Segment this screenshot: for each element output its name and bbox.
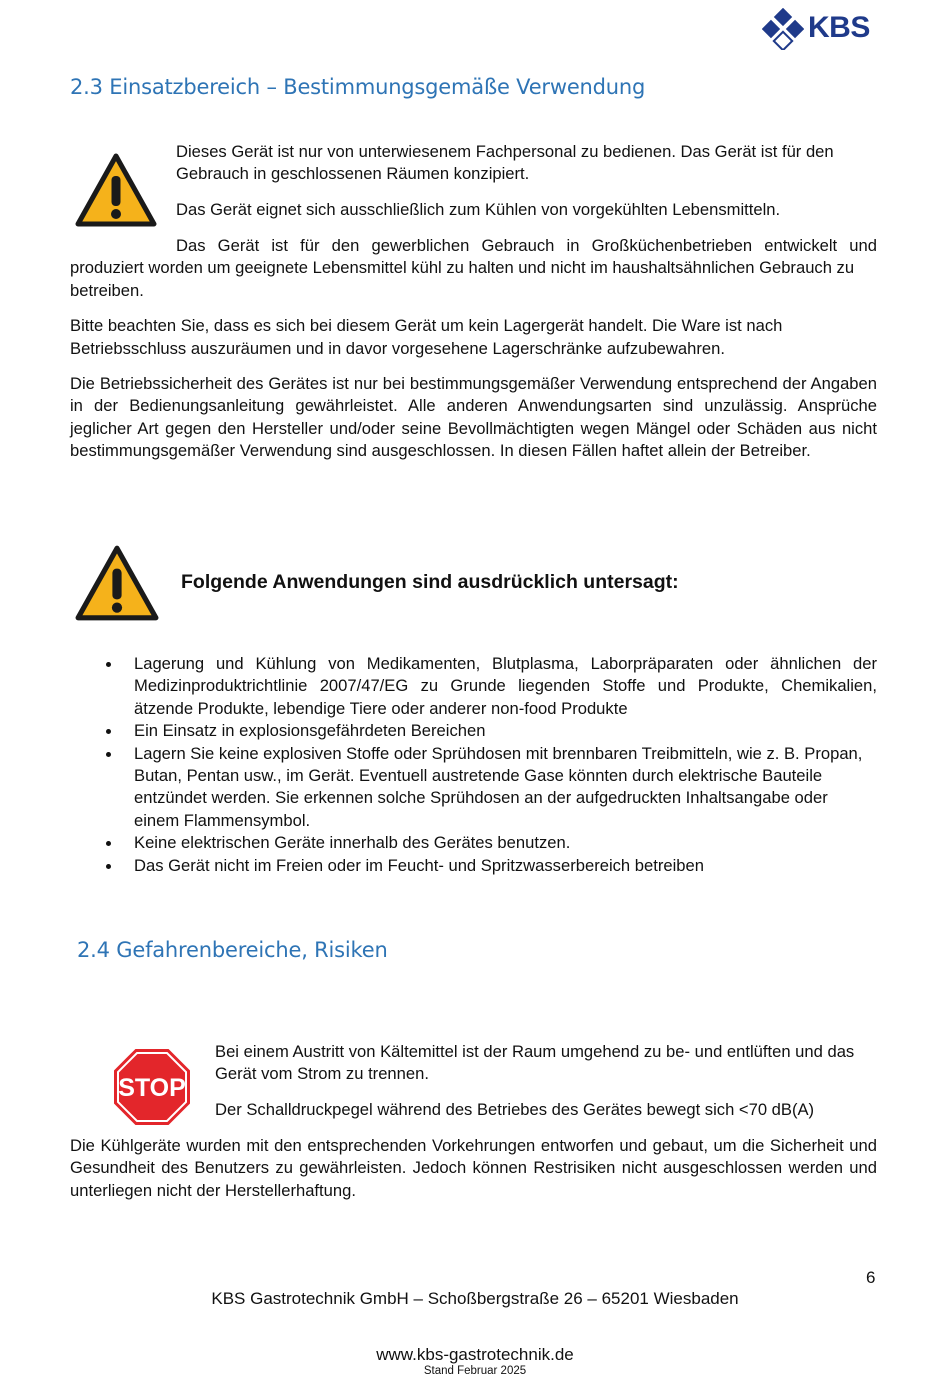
prohibited-title: Folgende Anwendungen sind ausdrücklich untersagt: [181,571,679,593]
bullet-icon [106,841,111,846]
intro-paragraph-2: Das Gerät eignet sich ausschließlich zum Kühlen von vorgekühlten Lebensmitteln. [176,199,781,219]
footer-company: KBS Gastrotechnik GmbH – Schoßbergstraße 26 – 65201 Wiesbaden [211,1289,739,1308]
section-heading-2-4: 2.4 Gefahrenbereiche, Risiken [77,938,388,962]
bullet-icon [106,729,111,734]
kbs-logo [762,8,882,50]
refrigerant-paragraph: Bei einem Austritt von Kältemittel ist der Raum umgehend zu be- und entlüften und das Gerät vom Strom zu trennen. [215,1042,855,1084]
stop-label: STOP [118,1074,186,1102]
warning-icon [74,152,158,228]
usage-paragraph-first-line: Das Gerät ist für den gewerblichen Gebrauch in Großküchenbetrieben entwickelt und [176,236,877,255]
residual-risk-paragraph: Die Kühlgeräte wurden mit den entsprechenden Vorkehrungen entworfen und gebaut, um die Sicherheit und Gesundheit des Benutzers zu gewährleisten. Jedoch können Restrisiken nicht ausgeschlossen werden und unterliegen nicht der Herstellerhaftung. [70,1136,877,1200]
usage-paragraph-rest: produziert worden um geeignete Lebensmittel kühl zu halten und nicht im haushaltsähnlichen Gebrauch zu betreiben. [70,258,855,300]
logo-text: KBS [808,11,870,44]
list-item: Lagerung und Kühlung von Medikamenten, Blutplasma, Laborpräparaten oder ähnlichen der Medizinproduktrichtlinie 2007/47/EG zu Grunde liegenden Stoffe und Produkte, Chemikalien, ätzende Produkte, lebendige Tiere oder anderer non-food Produkte [70,653,877,720]
section-heading-2-3: 2.3 Einsatzbereich – Bestimmungsgemäße Verwendung [70,75,646,99]
bullet-icon [106,864,111,869]
page-number: 6 [866,1268,876,1287]
stop-sign-icon [111,1046,193,1128]
kbs-logo-icon [762,8,804,50]
intro-paragraph-1: Dieses Gerät ist nur von unterwiesenem Fachpersonal zu bedienen. Das Gerät ist für den Gebrauch in geschlossenen Räumen konzipiert. [176,142,834,184]
list-item: Lagern Sie keine explosiven Stoffe oder Sprühdosen mit brennbaren Treibmitteln, wie z. B. Propan, Butan, Pentan usw., im Gerät. Eventuell austretende Gase könnten durch elektrische Bauteile entzündet werden. Sie erkennen solche Sprühdosen an der aufgedruckten Inhaltsangabe oder einem Flammensymbol. [70,743,877,833]
list-item: Ein Einsatz in explosionsgefährdeten Bereichen [70,720,877,742]
liability-paragraph: Die Betriebssicherheit des Gerätes ist nur bei bestimmungsgemäßer Verwendung entsprechend der Angaben in der Bedienungsanleitung gewährleistet. Alle anderen Anwendungsarten sind unzulässig. Ansprüche jeglicher Art gegen den Hersteller und/oder seine Bevollmächtigten wegen Mängel oder Schäden aus nicht bestimmungsgemäßer Verwendung sind ausgeschlossen. In diesen Fällen haftet allein der Betreiber. [70,374,877,461]
bullet-icon [106,752,111,757]
storage-paragraph: Bitte beachten Sie, dass es sich bei diesem Gerät um kein Lagergerät handelt. Die Ware ist nach Betriebsschluss auszuräumen und in davor vorgesehene Lagerschränke aufzubewahren. [70,316,783,358]
list-item: Das Gerät nicht im Freien oder im Feucht- und Spritzwasserbereich betreiben [70,855,877,877]
prohibited-list [70,653,877,877]
footer-website: www.kbs-gastrotechnik.de [376,1345,574,1364]
footer-version: Stand Februar 2025 [423,1365,527,1377]
bullet-icon [106,662,111,667]
noise-paragraph: Der Schalldruckpegel während des Betriebes des Gerätes bewegt sich <70 dB(A) [215,1099,815,1119]
warning-icon [74,543,160,623]
list-item: Keine elektrischen Geräte innerhalb des Gerätes benutzen. [70,832,877,854]
